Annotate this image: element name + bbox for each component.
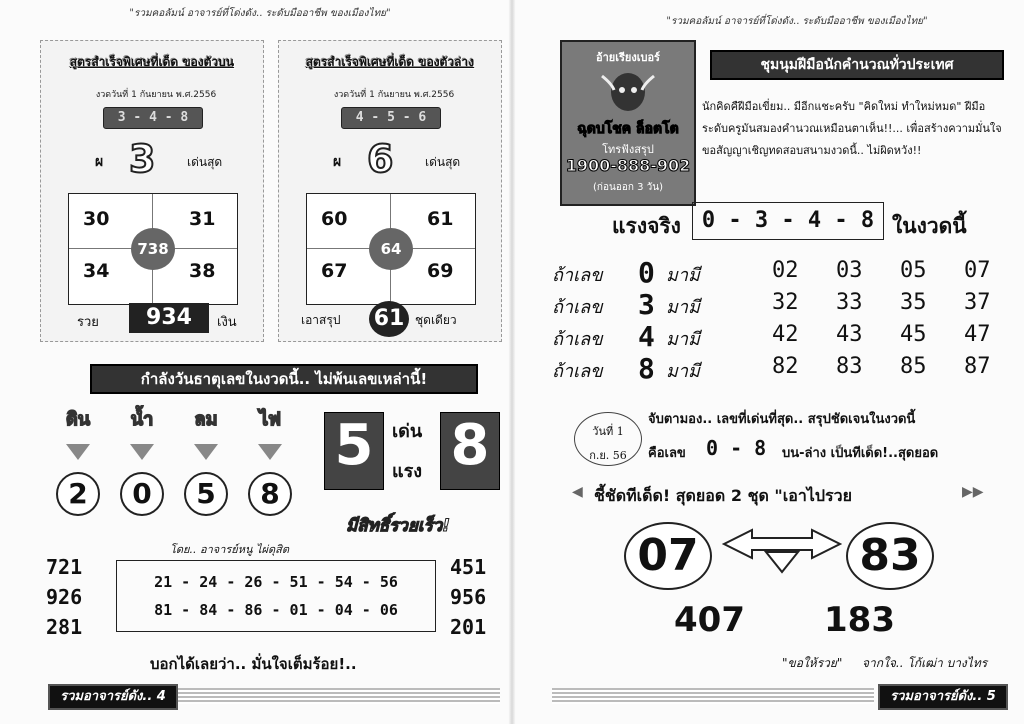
element-digit: 8 [248, 472, 292, 516]
arrow-down-icon [130, 444, 154, 460]
byline: โดย.. อาจารย์หนู ไผ่ดุสิต [170, 543, 289, 556]
grid-cell: 69 [427, 260, 454, 282]
left-header: "รวมคอลัมน์ อาจารย์ที่โด่งดัง.. ระดับมืออาชีพ ของเมืองไทย" [129, 8, 391, 19]
promo-box [560, 40, 696, 206]
promo-call: โทรฟังสรุป [602, 143, 654, 156]
panel-a-hot-label: เด่นสุด [187, 155, 223, 169]
elements-banner: กำลังวันธาตุเลขในงวดนี้.. ไม่พ้นเลขเหล่านี้! [90, 364, 478, 394]
right-header: "รวมคอลัมน์ อาจารย์ที่โด่งดัง.. ระดับมืออาชีพ ของเมืองไทย" [666, 16, 928, 27]
date-badge-line1: วันที่ 1 [592, 425, 624, 438]
element-digit: 0 [120, 472, 164, 516]
right-number-column [450, 552, 486, 642]
row-num: 32 [772, 290, 799, 315]
closing-line: บอกได้เลยว่า.. มั่นใจเต็มร้อย!.. [150, 655, 357, 673]
row-if: ถ้าเลข [552, 297, 603, 318]
panel-b-foot-left: เอาสรุป [301, 313, 341, 327]
grid-cell: 34 [83, 260, 110, 282]
row-come: มามี [666, 361, 700, 382]
panel-b-date: งวดวันที่ 1 กันยายน พ.ศ.2556 [333, 90, 455, 100]
key-post: บน-ล่าง เป็นทีเด็ด!..สุดยอด [782, 446, 939, 461]
hot-digit-b: 8 [450, 413, 490, 478]
list-item: 201 [450, 615, 487, 639]
panel-a-prefix: ผ [95, 154, 104, 170]
row-if: ถ้าเลข [552, 329, 603, 350]
hot-digit-box-b [440, 412, 500, 490]
slogan: มีสิทธิ์รวยเร็ว! [346, 516, 451, 536]
grid-cell: 67 [321, 260, 348, 282]
sign-quote: "ขอให้รวย" [782, 656, 843, 670]
row-num: 37 [964, 290, 991, 315]
hot-label-top: เด่น [392, 421, 423, 442]
strong-suffix: ในงวดนี้ [892, 214, 967, 238]
pick-circle: 83 [846, 522, 934, 590]
key-pre: คือเลข [648, 446, 686, 461]
pick-right-arrow-icon: ▶▶ [962, 484, 984, 500]
number-row: 81 - 84 - 86 - 01 - 04 - 06 [154, 601, 398, 619]
row-num: 83 [836, 354, 863, 379]
grid-cell: 30 [83, 208, 110, 230]
panel-b-hot-label: เด่นสุด [425, 155, 461, 169]
key-value: 0 - 8 [706, 436, 767, 460]
row-come: มามี [666, 329, 700, 350]
row-digit: 8 [638, 352, 655, 385]
row-come: มามี [666, 265, 700, 286]
row-num: 47 [964, 322, 991, 347]
grid-cell: 60 [321, 208, 348, 230]
row-num: 85 [900, 354, 927, 379]
right-footer-bar [552, 688, 874, 704]
row-num: 07 [964, 258, 991, 283]
promo-note: (ก่อนออก 3 วัน) [593, 182, 663, 193]
pick-triple: 407 [674, 600, 745, 640]
panel-b-foot-right: ชุดเดียว [415, 313, 457, 327]
row-come: มามี [666, 297, 700, 318]
row-if: ถ้าเลข [552, 361, 603, 382]
grid-center-circle: 64 [369, 228, 413, 270]
elements-group [50, 400, 310, 520]
arrow-down-icon [194, 444, 218, 460]
row-if: ถ้าเลข [552, 265, 603, 286]
element-water: น้ำ [130, 409, 154, 430]
panel-a-hot-digit: 3 [129, 137, 156, 181]
intro-text: นักคิดคืฝีมือเขี่ยม.. มีอีกแชะครับ "คิดใหม่ ทำใหม่หมด" ฝีมือระดับครูมันสมองคำนวณเหมือนตาเห็น!!... เพื่อสร้างความมั่นใจ ขอสัญญาเชิญทดสอบสนามงวดนี้.. ไม่ผิดหวัง!! [702, 100, 1002, 157]
panel-b-foot-number: 61 [369, 301, 409, 337]
element-wind: ลม [194, 409, 218, 430]
strong-value-box: 0 - 3 - 4 - 8 [692, 202, 884, 240]
element-fire: ไฟ [259, 409, 281, 430]
element-digit: 5 [184, 472, 228, 516]
panel-top-digits [40, 40, 264, 342]
panel-a-foot-left: รวย [77, 315, 99, 330]
table-row [552, 256, 1012, 288]
element-digit: 2 [56, 472, 100, 516]
left-footer-tag: รวมอาจารย์ดัง.. 4 [48, 684, 178, 710]
arrow-down-icon [258, 444, 282, 460]
panel-b-title: สูตรสำเร็จพิเศษที่เด็ด ของตัวล่าง [305, 55, 475, 69]
panel-b-lcd: 4 - 5 - 6 [341, 107, 441, 129]
double-arrow-icon [722, 528, 842, 574]
panel-a-grid [68, 193, 238, 305]
panel-bottom-digits [278, 40, 502, 342]
promo-phone: 1900-888-902 [565, 156, 691, 175]
row-num: 43 [836, 322, 863, 347]
panel-a-lcd: 3 - 4 - 8 [103, 107, 203, 129]
list-item: 281 [46, 615, 83, 639]
promo-top: อ้ายเรียงเบอร์ [596, 51, 660, 64]
date-badge [574, 412, 642, 466]
row-num: 35 [900, 290, 927, 315]
number-box [116, 560, 436, 632]
panel-b-hot-digit: 6 [367, 137, 394, 181]
watch-line: จับตามอง.. เลขที่เด่นที่สุด.. สรุปชัดเจนในงวดนี้ [648, 412, 916, 427]
row-num: 42 [772, 322, 799, 347]
pick-title: ชี้ชัดทีเด็ด! สุดยอด 2 ชุด "เอาไปรวย [594, 486, 852, 505]
row-num: 45 [900, 322, 927, 347]
grid-cell: 38 [189, 260, 216, 282]
right-footer-tag: รวมอาจารย์ดัง.. 5 [878, 684, 1008, 710]
list-item: 451 [450, 555, 487, 579]
left-number-column [46, 552, 82, 642]
right-page [512, 0, 1024, 724]
panel-a-foot-right: เงิน [217, 315, 237, 330]
number-row: 21 - 24 - 26 - 51 - 54 - 56 [154, 573, 398, 591]
row-num: 87 [964, 354, 991, 379]
hot-digit-a: 5 [334, 413, 374, 478]
panel-a-title: สูตรสำเร็จพิเศษที่เด็ด ของตัวบน [69, 55, 235, 69]
page-spine [508, 0, 516, 724]
arrow-down-icon [66, 444, 90, 460]
pick-left-arrow-icon: ◀ [572, 484, 583, 500]
table-row [552, 320, 1012, 352]
element-earth: ดิน [66, 409, 90, 430]
row-num: 82 [772, 354, 799, 379]
grid-cell: 61 [427, 208, 454, 230]
left-footer-bar [178, 688, 500, 704]
grid-center-circle: 738 [131, 228, 175, 270]
panel-b-prefix: ผ [333, 154, 342, 170]
strong-label: แรงจริง [612, 214, 681, 238]
list-item: 721 [46, 555, 83, 579]
pick-circle: 07 [624, 522, 712, 590]
pick-triple: 183 [824, 600, 895, 640]
row-digit: 3 [638, 288, 655, 321]
panel-a-foot-number: 934 [129, 303, 209, 333]
row-num: 03 [836, 258, 863, 283]
list-item: 926 [46, 585, 83, 609]
row-num: 33 [836, 290, 863, 315]
row-num: 02 [772, 258, 799, 283]
grid-cell: 31 [189, 208, 216, 230]
panel-a-date: งวดวันที่ 1 กันยายน พ.ศ.2556 [95, 90, 217, 100]
hot-digit-box-a [324, 412, 384, 490]
list-item: 956 [450, 585, 487, 609]
panel-b-grid [306, 193, 476, 305]
sign-name: จากใจ.. โก้เฒ่า บางไทร [862, 656, 988, 670]
row-num: 05 [900, 258, 927, 283]
promo-name: ฉุดบโชค ล็อตโต [577, 121, 679, 137]
date-badge-line2: ก.ย. 56 [589, 449, 627, 462]
table-row [552, 352, 1012, 384]
ox-head-icon [598, 66, 658, 114]
hot-label-bottom: แรง [392, 461, 423, 482]
table-row [552, 288, 1012, 320]
row-digit: 0 [638, 256, 655, 289]
right-banner: ชุมนุมฝีมือนักคำนวณทั่วประเทศ [710, 50, 1004, 80]
row-digit: 4 [638, 320, 655, 353]
